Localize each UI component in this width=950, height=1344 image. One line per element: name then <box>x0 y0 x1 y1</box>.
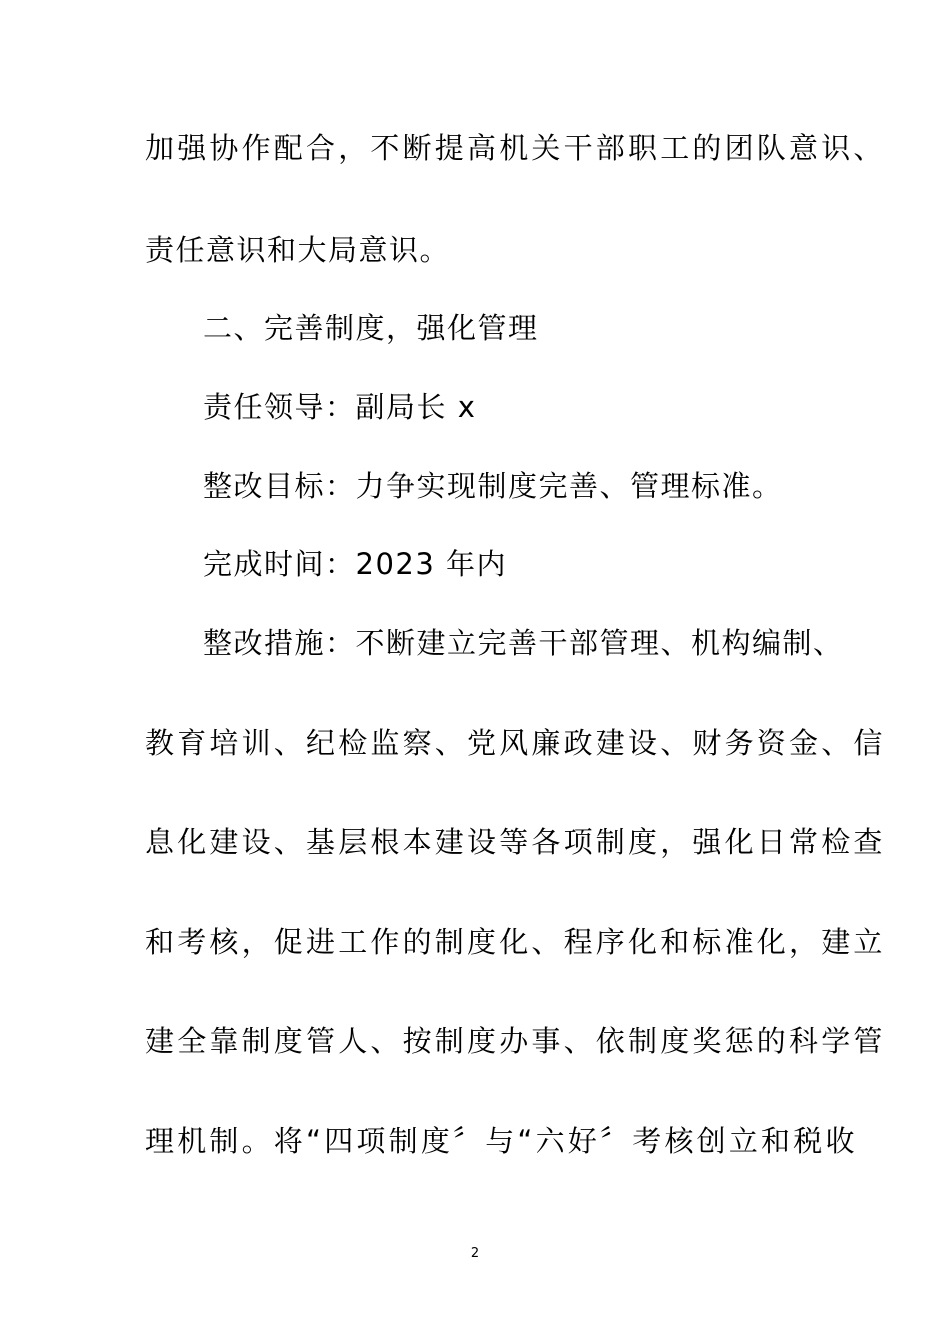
paragraph-line: 加强协作配合，不断提高机关干部职工的团队意识、 <box>145 131 886 165</box>
responsible-leader-line: 责任领导：副局长 x <box>203 390 477 424</box>
paragraph-line: 建全靠制度管人、按制度办事、依制度奖惩的科学管 <box>145 1024 886 1058</box>
completion-time-line: 完成时间：2023 年内 <box>203 547 508 581</box>
page-number: 2 <box>470 1246 480 1261</box>
paragraph-line: 息化建设、基层根本建设等各项制度，强化日常检查 <box>145 825 886 859</box>
section-heading: 二、完善制度，强化管理 <box>203 311 539 345</box>
rectification-goal-line: 整改目标：力争实现制度完善、管理标准。 <box>203 469 783 503</box>
measures-line: 整改措施：不断建立完善干部管理、机构编制、 <box>203 626 844 660</box>
paragraph-line: 责任意识和大局意识。 <box>145 233 451 267</box>
paragraph-line: 教育培训、纪检监察、党风廉政建设、财务资金、信 <box>145 726 886 760</box>
paragraph-line: 理机制。将“四项制度〞与“六好〞考核创立和税收 <box>145 1124 858 1158</box>
paragraph-line: 和考核，促进工作的制度化、程序化和标准化，建立 <box>145 925 886 959</box>
